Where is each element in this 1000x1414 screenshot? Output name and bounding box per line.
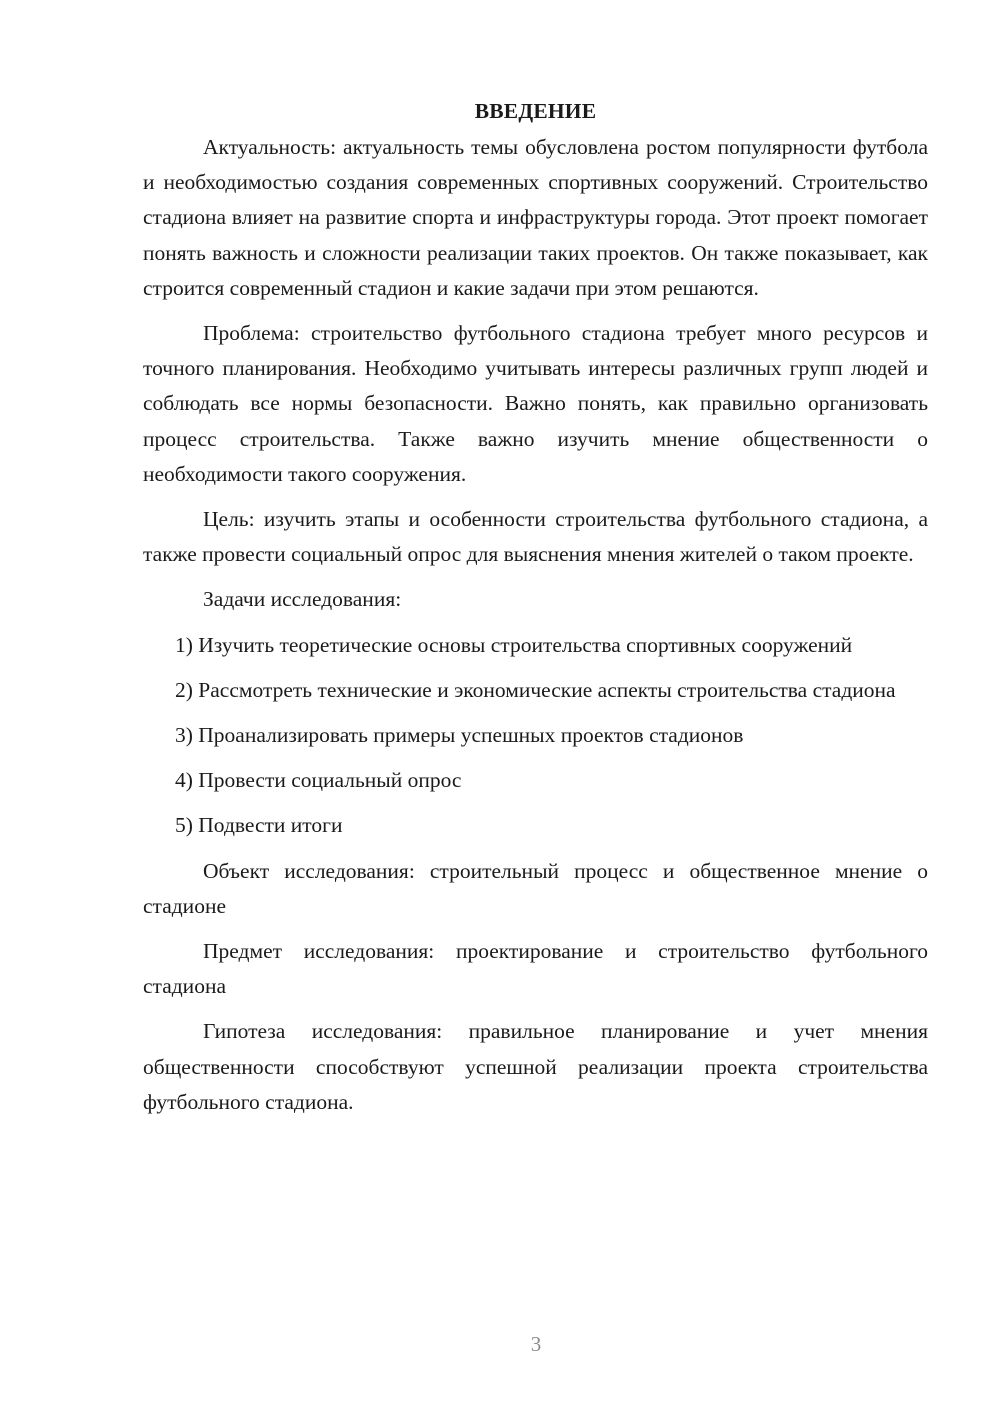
paragraph-subject: Предмет исследования: проектирование и строительство футбольного стадиона	[143, 939, 928, 999]
paragraph-tasks-heading: Задачи исследования:	[203, 587, 402, 612]
paragraph-goal: Цель: изучить этапы и особенности строительства футбольного стадиона, а также провести социальный опрос для выяснения мнения жителей о таком проекте.	[143, 507, 928, 567]
paragraph-relevance: Актуальность: актуальность темы обусловлена ростом популярности футбола и необходимостью создания современных спортивных сооружений. Строительство стадиона влияет на развитие спорта и инфраструктуры города. Этот проект помогает понять важность и сложности реализации таких проектов. Он также показывает, как строится современный стадион и какие задачи при этом решаются.	[143, 135, 928, 300]
paragraph-problem: Проблема: строительство футбольного стадиона требует много ресурсов и точного планирования. Необходимо учитывать интересы различных групп людей и соблюдать все нормы безопасности. Важно понять, как правильно организовать процесс строительства. Также важно изучить мнение общественности о необходимости такого сооружения.	[143, 321, 928, 486]
task-item-2: 2) Рассмотреть технические и экономические аспекты строительства стадиона	[175, 677, 896, 702]
task-item-1: 1) Изучить теоретические основы строительства спортивных сооружений	[175, 632, 853, 657]
task-item-3: 3) Проанализировать примеры успешных проектов стадионов	[175, 723, 744, 748]
task-item-4: 4) Провести социальный опрос	[175, 768, 462, 793]
page-number: 3	[530, 1332, 542, 1356]
document-page	[143, 94, 928, 1130]
task-item-5: 5) Подвести итоги	[175, 813, 343, 838]
paragraph-hypothesis: Гипотеза исследования: правильное планирование и учет мнения общественности способствуют успешной реализации проекта строительства футбольного стадиона.	[143, 1019, 928, 1114]
page-title: ВВЕДЕНИЕ	[474, 99, 597, 123]
paragraph-object: Объект исследования: строительный процесс и общественное мнение о стадионе	[143, 858, 928, 918]
